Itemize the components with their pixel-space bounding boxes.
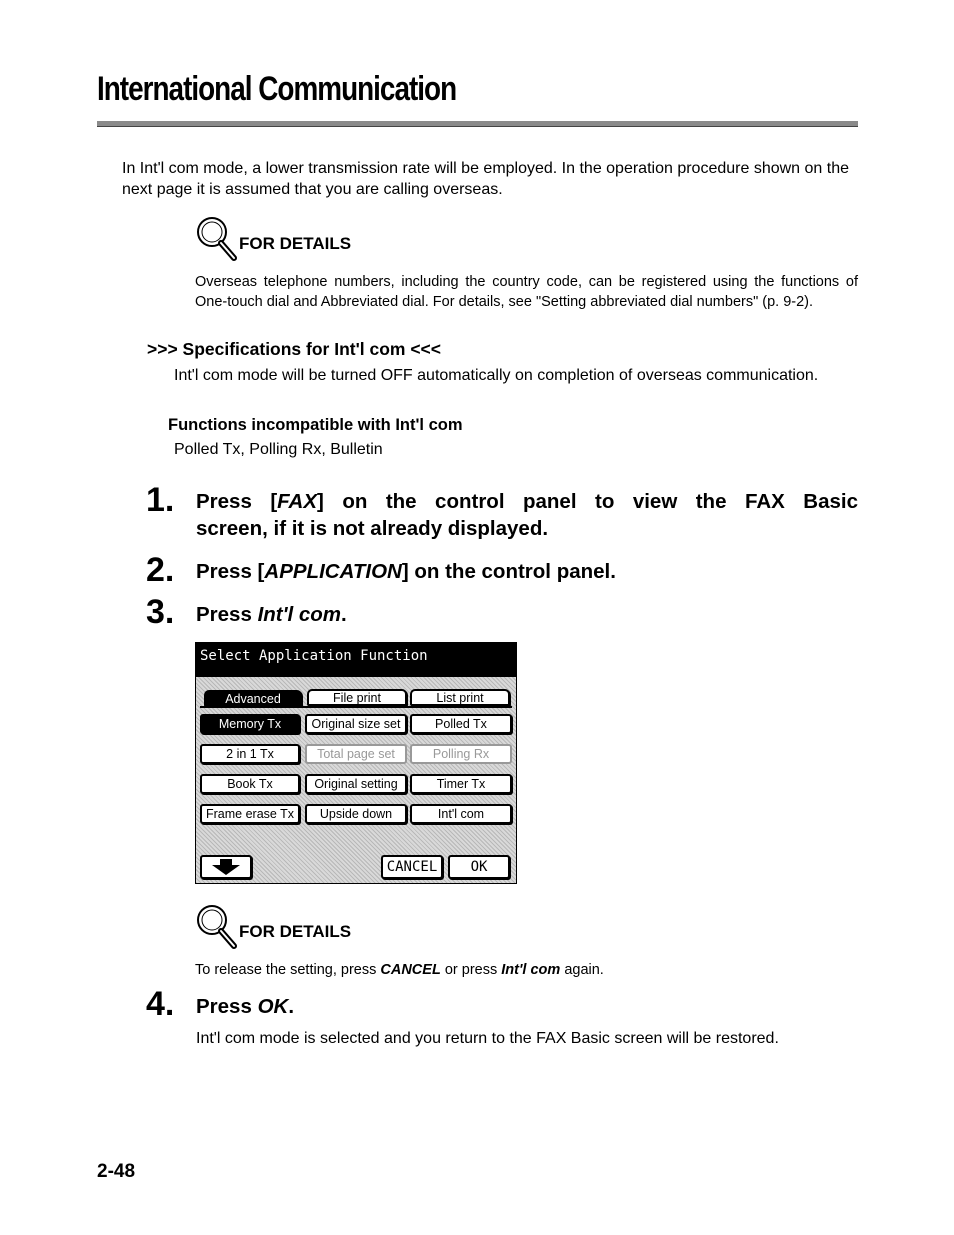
for-details-label: FOR DETAILS (239, 234, 352, 253)
step-3-text: Press Int'l com. (196, 603, 347, 626)
application-function-screen (195, 642, 517, 884)
2-in-1-tx-button[interactable]: 2 in 1 Tx (200, 744, 300, 764)
magnifier-icon (194, 903, 238, 949)
original-setting-button[interactable]: Original setting (305, 774, 407, 794)
arrow-down-icon (202, 857, 250, 877)
intl-com-button[interactable]: Int'l com (410, 804, 512, 824)
tab-list-print[interactable]: List print (410, 689, 510, 706)
tab-advanced[interactable]: Advanced (204, 690, 302, 707)
intl-com-key: Int'l com (257, 603, 342, 626)
details-note: Overseas telephone numbers, including the country code, can be registered using the functions of One-touch dial and Abbreviated dial. For details, see "Setting abbreviated dial numbers" (p. 9-2). (195, 274, 858, 310)
step-number: 3. (146, 593, 175, 631)
step-1-text: Press [FAX] on the control panel to view the FAX Basic screen, if it is not already displayed. (196, 490, 858, 540)
scroll-down-button[interactable] (200, 855, 252, 879)
original-size-set-button[interactable]: Original size set (305, 714, 407, 734)
incompatible-heading: Functions incompatible with Int'l com (168, 416, 463, 434)
screen-title: Select Application Function (196, 643, 516, 677)
ok-button[interactable]: OK (448, 855, 510, 879)
step-number: 4. (146, 985, 175, 1023)
upside-down-button[interactable]: Upside down (305, 804, 407, 824)
polled-tx-button[interactable]: Polled Tx (410, 714, 512, 734)
polling-rx-button[interactable]: Polling Rx (410, 744, 512, 764)
spec-heading: >>> Specifications for Int'l com <<< (147, 339, 441, 359)
tab-file-print[interactable]: File print (307, 689, 407, 706)
step-number: 2. (146, 551, 175, 589)
step-number: 1. (146, 481, 175, 519)
timer-tx-button[interactable]: Timer Tx (410, 774, 512, 794)
application-key: APPLICATION (264, 560, 402, 583)
spec-text: Int'l com mode will be turned OFF automatically on completion of overseas communication. (174, 367, 819, 384)
cancel-button[interactable]: CANCEL (381, 855, 443, 879)
step-4-text: Press OK. (196, 995, 295, 1018)
fax-key: FAX (277, 490, 318, 513)
title-rule (97, 121, 858, 127)
release-note: To release the setting, press CANCEL or press Int'l com again. (195, 962, 604, 978)
magnifier-icon (194, 215, 238, 261)
tab-divider (200, 706, 512, 708)
memory-tx-button[interactable]: Memory Tx (200, 714, 300, 734)
frame-erase-tx-button[interactable]: Frame erase Tx (200, 804, 300, 824)
book-tx-button[interactable]: Book Tx (200, 774, 300, 794)
intro-paragraph: In Int'l com mode, a lower transmission rate will be employed. In the operation procedure shown on the next page it is assumed that you are calling overseas. (122, 160, 849, 198)
page-number: 2-48 (97, 1161, 136, 1182)
for-details-label: FOR DETAILS (239, 922, 352, 941)
step-4-result: Int'l com mode is selected and you return to the FAX Basic screen will be restored. (196, 1030, 779, 1047)
ok-key: OK (257, 995, 289, 1018)
total-page-set-button[interactable]: Total page set (305, 744, 407, 764)
incompatible-text: Polled Tx, Polling Rx, Bulletin (174, 441, 383, 458)
page-title: International Communication (97, 70, 457, 108)
step-2-text: Press [APPLICATION] on the control panel. (196, 560, 616, 583)
